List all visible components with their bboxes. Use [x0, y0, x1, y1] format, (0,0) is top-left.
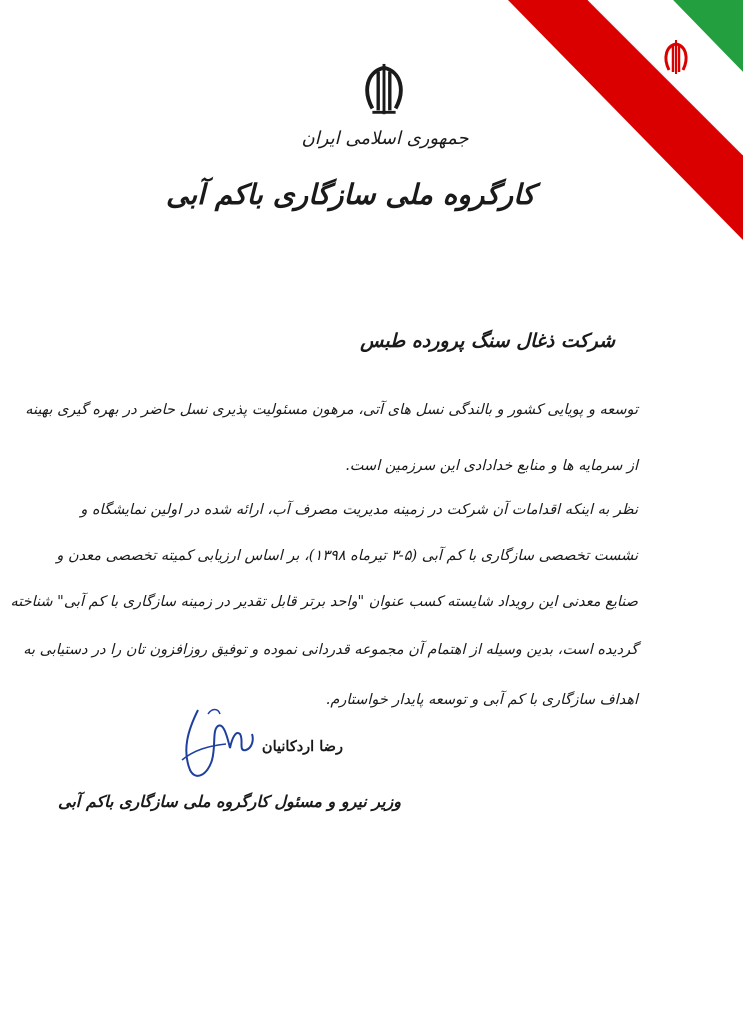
- body-line: توسعه و پویایی کشور و بالندگی نسل های آتی، مرهون مسئولیت پذیری نسل حاضر در بهره گیری بهینه: [25, 402, 638, 418]
- body-line: نظر به اینکه اقدامات آن شرکت در زمینه مدیریت مصرف آب، ارائه شده در اولین نمایشگاه و: [80, 502, 638, 518]
- body-line: اهداف سازگاری با کم آبی و توسعه پایدار خواستارم.: [325, 692, 638, 708]
- body-line: از سرمایه ها و منابع خدادادی این سرزمین است.: [345, 458, 638, 474]
- signatory-name: رضا اردکانیان: [261, 738, 343, 755]
- recipient-name: شرکت ذغال سنگ پرورده طبس: [360, 330, 615, 352]
- country-title: جمهوری اسلامی ایران: [301, 128, 469, 149]
- signatory-title: وزیر نیرو و مسئول کارگروه ملی سازگاری باکم آبی: [58, 792, 401, 811]
- organization-title: کارگروه ملی سازگاری باکم آبی: [166, 178, 535, 211]
- body-line: صنایع معدنی این رویداد شایسته کسب عنوان "واحد برتر قابل تقدیر در زمینه سازگاری با کم آبی" شناخته: [10, 594, 638, 610]
- iran-flag-ribbon: [508, 0, 743, 240]
- body-line: نشست تخصصی سازگاری با کم آبی (۵-۳ تیرماه ۱۳۹۸)، بر اساس ارزیابی کمیته تخصصی معدن و: [56, 548, 638, 564]
- iran-emblem-icon: [355, 62, 413, 120]
- body-line: گردیده است، بدین وسیله از اهتمام آن مجموعه قدردانی نموده و توفیق روزافزون تان را در دستیابی به: [23, 642, 638, 658]
- handwritten-signature: [168, 700, 258, 790]
